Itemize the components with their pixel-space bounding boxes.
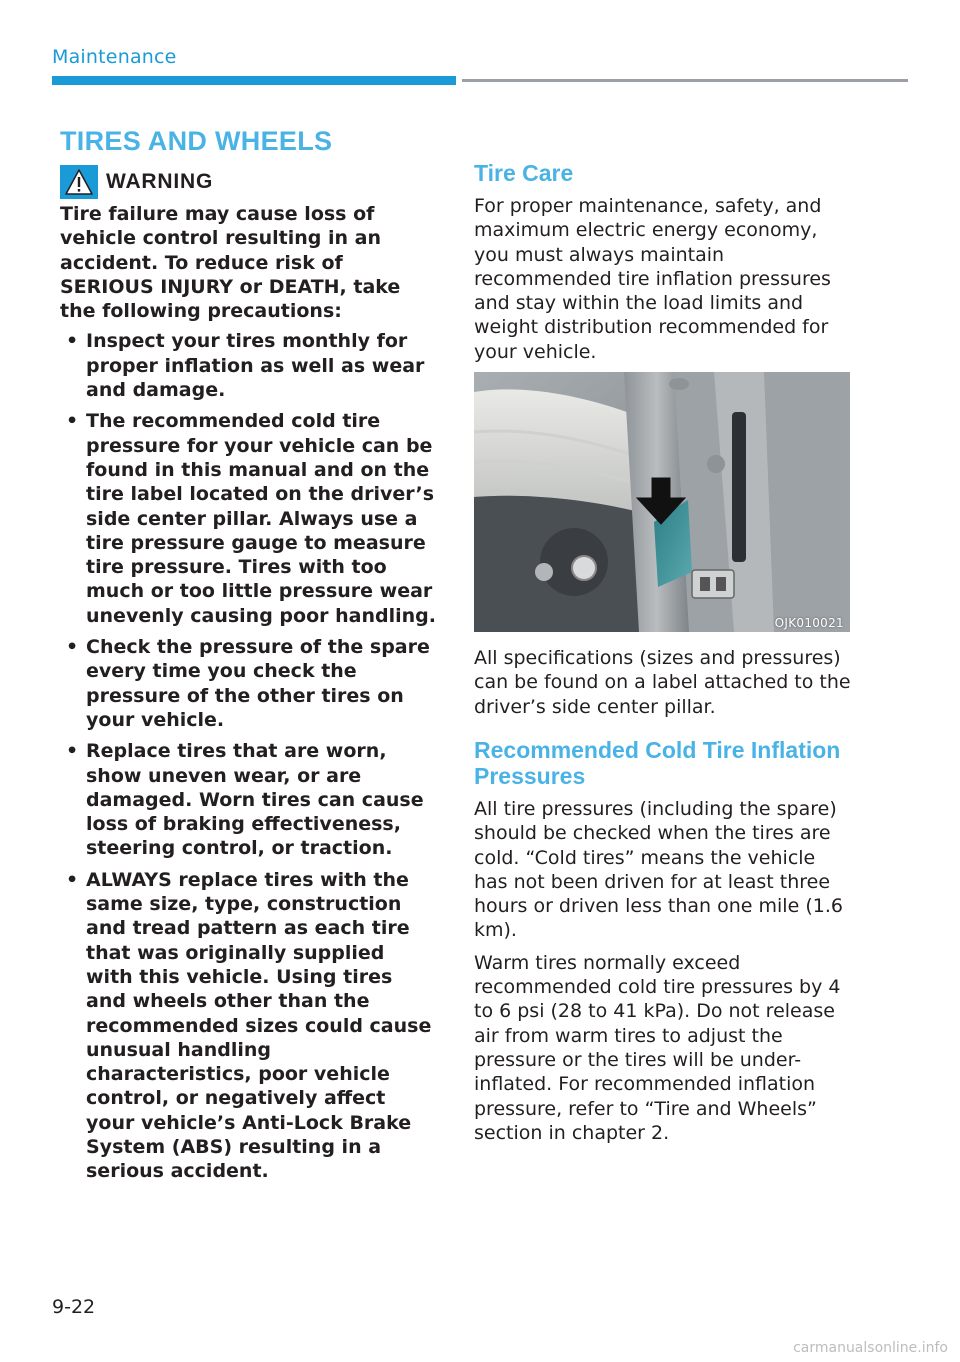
header-rule-gray	[462, 79, 908, 82]
cold-pressure-paragraph-1: All tire pressures (including the spare) should be checked when the tires are cold. “Cold tires” means the vehicle has not been driven for at least three hours or driven less than one mile (1.6 km).	[474, 797, 843, 942]
list-item: • ALWAYS replace tires with the same size, type, construction and tread pattern as each tire that was originally supplied with this vehicle. Using tires and wheels other than the recommended sizes could cause unusual handling characteristics, poor vehicle control, or negatively affect your vehicle’s Anti-Lock Brake System (ABS) resulting in a serious accident.	[66, 868, 432, 1183]
figure-caption: All specifications (sizes and pressures) can be found on a label attached to the driver’s side center pillar.	[474, 647, 851, 718]
page-title: TIRES AND WHEELS	[60, 126, 333, 156]
cold-pressure-heading: Recommended Cold Tire Inflation Pressures	[474, 736, 841, 789]
list-item: • Inspect your tires monthly for proper inflation as well as wear and damage.	[66, 330, 425, 402]
tire-care-heading: Tire Care	[474, 160, 574, 186]
list-item-text: The recommended cold tire pressure for your vehicle can be found in this manual and on the tire label located on the driver’s side center pillar. Always use a tire pressure gauge to measure tire pressure. Tires with too much or too little pressure wear unevenly causing poor handling.	[86, 410, 436, 627]
cold-pressure-paragraph-2: Warm tires normally exceed recommended cold tire pressures by 4 to 6 psi (28 to 41 kPa). Do not release air from warm tires to adjust the pressure or the tires will be under-inflated. For recommended inflation pressure, refer to “Tire and Wheels” section in chapter 2.	[474, 951, 841, 1144]
warning-triangle-icon	[60, 165, 98, 199]
figure-code: OJK010021	[774, 616, 844, 631]
list-item-text: ALWAYS replace tires with the same size, type, construction and tread pattern as each tire that was originally supplied with this vehicle. Using tires and wheels other than the recommended sizes could cause unusual handling characteristics, poor vehicle control, or negatively affect your vehicle’s Anti-Lock Brake System (ABS) resulting in a serious accident.	[86, 868, 432, 1183]
warning-header	[60, 164, 436, 200]
header-rule-blue	[52, 76, 456, 85]
door-pillar-figure	[474, 372, 850, 632]
door-pillar-illustration	[474, 372, 850, 632]
tire-care-paragraph: For proper maintenance, safety, and maximum electric energy economy, you must always maintain recommended tire inflation pressures and stay within the load limits and weight distribution recommended for your vehicle.	[474, 195, 831, 363]
right-column	[474, 160, 854, 1153]
warning-list	[60, 329, 436, 1183]
list-item-text: Replace tires that are worn, show uneven wear, or are damaged. Worn tires can cause loss of braking effectiveness, steering control, or traction.	[86, 740, 424, 860]
watermark: carmanualsonline.info	[793, 1340, 948, 1356]
warning-intro: Tire failure may cause loss of vehicle control resulting in an accident. To reduce risk of SERIOUS INJURY or DEATH, take the following precautions:	[60, 203, 401, 323]
list-item-text: Inspect your tires monthly for proper inflation as well as wear and damage.	[86, 330, 425, 402]
page-number: 9-22	[52, 1296, 96, 1318]
warning-label: WARNING	[106, 170, 214, 193]
list-item: • Replace tires that are worn, show uneven wear, or are damaged. Worn tires can cause loss of braking effectiveness, steering control, or traction.	[66, 740, 424, 860]
list-item: • The recommended cold tire pressure for your vehicle can be found in this manual and on the tire label located on the driver’s side center pillar. Always use a tire pressure gauge to measure tire pressure. Tires with too much or too little pressure wear unevenly causing poor handling.	[66, 410, 436, 627]
warning-block	[60, 164, 436, 1191]
section-label: Maintenance	[52, 46, 177, 68]
list-item-text: Check the pressure of the spare every time you check the pressure of the other tires on your vehicle.	[86, 636, 430, 731]
list-item: • Check the pressure of the spare every time you check the pressure of the other tires on your vehicle.	[66, 636, 430, 731]
